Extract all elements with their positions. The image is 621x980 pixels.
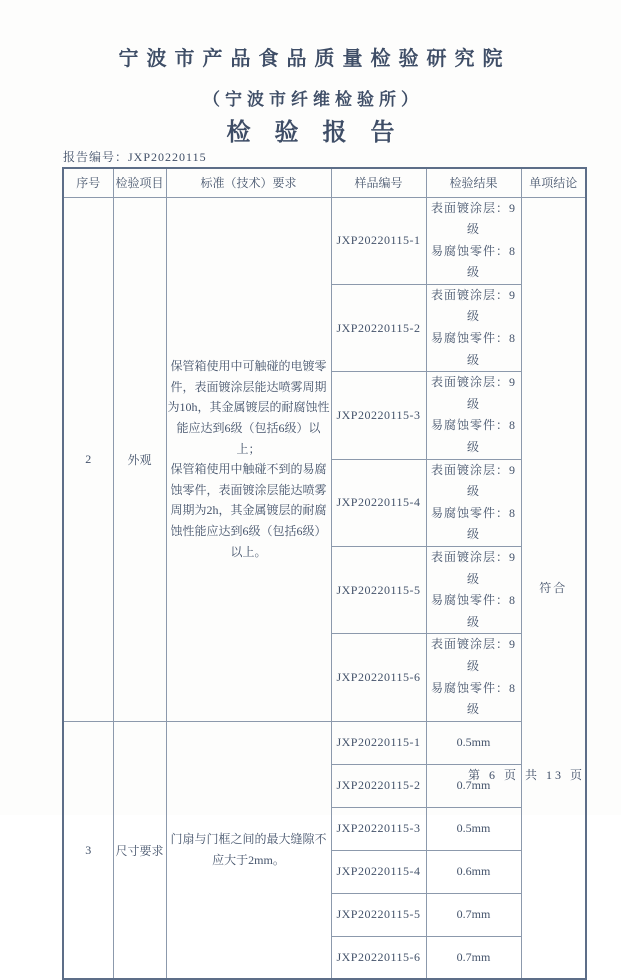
requirement-cell <box>166 197 331 721</box>
table-row <box>63 197 586 284</box>
result-line: 易腐蚀零件：8 级 <box>430 418 516 455</box>
col-header-requirement: 标准（技术）要求 <box>166 168 331 197</box>
result-cell <box>426 634 521 721</box>
report-title: 检验报告 <box>226 120 419 146</box>
col-header-seq: 序号 <box>63 168 113 197</box>
requirement-cell <box>166 721 331 979</box>
sample-id-cell: JXP20220115-1 <box>331 721 426 764</box>
requirement-paragraph: 保管箱使用中触碰不到的易腐蚀零件，表面镀涂层能达喷雾周期为2h，其金属镀层的耐腐蚀性能应达到6级（包括6级）以上。 <box>170 462 327 559</box>
seq-cell: 2 <box>63 197 113 721</box>
sample-id-cell: JXP20220115-6 <box>331 936 426 979</box>
result-line: 表面镀涂层：9 级 <box>430 200 516 237</box>
page-number-indicator: 第 6 页 共 13 页 <box>467 768 585 782</box>
sample-id-cell: JXP20220115-4 <box>331 850 426 893</box>
col-header-result: 检验结果 <box>426 168 521 197</box>
result-cell <box>426 284 521 371</box>
sample-id-cell: JXP20220115-2 <box>331 284 426 371</box>
report-number-value: JXP20220115 <box>128 150 207 164</box>
item-cell: 尺寸要求 <box>113 721 166 979</box>
sample-id-cell: JXP20220115-5 <box>331 547 426 634</box>
sample-id-cell: JXP20220115-1 <box>331 197 426 284</box>
org-subtitle: （宁波市纤维检验所） <box>203 90 423 109</box>
result-cell: 0.5mm <box>426 807 521 850</box>
result-cell: 0.7mm <box>426 936 521 979</box>
col-header-conclusion: 单项结论 <box>521 168 586 197</box>
result-line: 表面镀涂层：9 级 <box>430 462 516 499</box>
result-cell <box>426 372 521 459</box>
sample-id-cell: JXP20220115-5 <box>331 893 426 936</box>
result-line: 易腐蚀零件：8 级 <box>430 505 516 542</box>
sample-id-cell: JXP20220115-4 <box>331 459 426 546</box>
col-header-item: 检验项目 <box>113 168 166 197</box>
result-line: 表面镀涂层：9 级 <box>430 637 516 673</box>
result-cell: 0.6mm <box>426 850 521 893</box>
result-line: 表面镀涂层：9 级 <box>430 550 516 586</box>
item-cell: 外观 <box>113 197 166 721</box>
result-line: 易腐蚀零件：8 级 <box>430 243 516 280</box>
requirement-paragraph: 门扇与门框之间的最大缝隙不应大于2mm。 <box>170 832 327 867</box>
sample-id-cell: JXP20220115-6 <box>331 634 426 721</box>
table-row <box>63 721 586 764</box>
result-line: 表面镀涂层：9 级 <box>430 287 516 324</box>
sample-id-cell: JXP20220115-2 <box>331 764 426 807</box>
result-line: 表面镀涂层：9 级 <box>430 375 516 411</box>
result-cell <box>426 547 521 634</box>
result-cell: 0.7mm <box>426 893 521 936</box>
result-line: 易腐蚀零件：8 级 <box>430 331 516 367</box>
result-line: 易腐蚀零件：8 级 <box>430 593 516 629</box>
result-cell: 0.7mm <box>426 764 521 807</box>
result-cell <box>426 459 521 546</box>
report-number-label: 报告编号： <box>63 150 129 164</box>
conclusion-cell: 符合 <box>521 197 586 979</box>
org-title: 宁波市产品食品质量检验研究院 <box>118 48 511 70</box>
table-header-row <box>63 168 586 197</box>
sample-id-cell: JXP20220115-3 <box>331 372 426 459</box>
requirement-paragraph: 保管箱使用中可触碰的电镀零件，表面镀涂层能达喷雾周期为10h，其金属镀层的耐腐蚀性能应达到6级（包括6级）以上； <box>167 359 330 456</box>
sample-id-cell: JXP20220115-3 <box>331 807 426 850</box>
report-number-line <box>63 148 207 165</box>
col-header-sample-id: 样品编号 <box>331 168 426 197</box>
inspection-results-table <box>62 167 587 980</box>
result-cell <box>426 197 521 284</box>
result-cell: 0.5mm <box>426 721 521 764</box>
seq-cell: 3 <box>63 721 113 979</box>
result-line: 易腐蚀零件：8 级 <box>430 680 516 717</box>
